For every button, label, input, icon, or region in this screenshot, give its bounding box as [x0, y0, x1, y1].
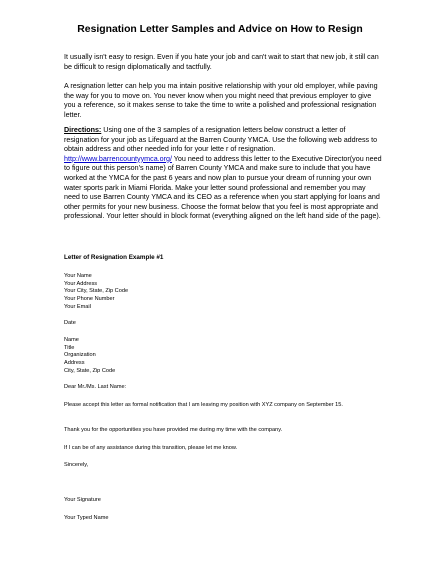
intro-paragraph-2: A resignation letter can help you ma intain positive relationship with your old employer, while paving the way for you to move on. You never know when you might need that previous employer to give you a reference, so it makes sense to take the time to write a polished and professional resignation letter. [64, 82, 378, 119]
date-line: Date [64, 320, 76, 326]
closing: Sincerely, [64, 462, 89, 468]
directions-paragraph [64, 126, 382, 222]
letter-body-3: If I can be of any assistance during this transition, please let me know. [64, 445, 238, 451]
recipient-line: Organization [64, 352, 96, 359]
directions-text-2: You need to address this letter to the Executive Director(you need to figure out this person's name) of Barren County YMCA and make sure to include that you have worked at the YMCA for the past 6 years and now plan to pursue your dream of running your own water sports park in Miami Florida. Make your letter sound professional and remember you may need to use Barren County YMCA and its CEO as a reference when you start applying for loans and other permits for your new business. Choose the format below that you feel is most appropriate and professional. Your letter should in block format (everything aligned on the left hand side of the page). [64, 154, 382, 221]
ymca-link[interactable]: http://www.barrencountyymca.org/ [64, 154, 172, 163]
typed-name-line: Your Typed Name [64, 515, 109, 521]
salutation: Dear Mr./Ms. Last Name: [64, 384, 127, 390]
directions-text-1: Using one of the 3 samples of a resignation letters below construct a letter of resignation for your job as Lifeguard at the Barren County YMCA. Use the following web address to obtain address and other needed info for your lette r of resignation. [64, 126, 378, 154]
page-title: Resignation Letter Samples and Advice on How to Resign [77, 24, 363, 35]
recipient-line: Address [64, 360, 85, 367]
sender-block [64, 273, 364, 312]
signature-line: Your Signature [64, 497, 101, 503]
sender-line: Your Address [64, 280, 98, 287]
recipient-line: Name [64, 337, 79, 343]
directions-label: Directions: [64, 126, 102, 134]
recipient-line: City, State, Zip Code [64, 367, 116, 374]
sender-line: Your Name [64, 273, 92, 279]
letter-body-2: Thank you for the opportunities you have provided me during my time with the company. [64, 427, 283, 433]
recipient-line: Title [64, 344, 75, 351]
sender-line: Your Phone Number [64, 296, 115, 303]
example-heading: Letter of Resignation Example #1 [64, 254, 164, 261]
letter-body-1: Please accept this letter as formal notification that I am leaving my position with XYZ company on September 15. [64, 402, 343, 408]
sender-line: Your Email [64, 303, 91, 310]
intro-paragraph-1: It usually isn't easy to resign. Even if you hate your job and can't wait to start that new job, it still can be difficult to resign diplomatically and tactfully. [64, 53, 379, 71]
recipient-block [64, 337, 364, 376]
sender-line: Your City, State, Zip Code [64, 288, 129, 295]
